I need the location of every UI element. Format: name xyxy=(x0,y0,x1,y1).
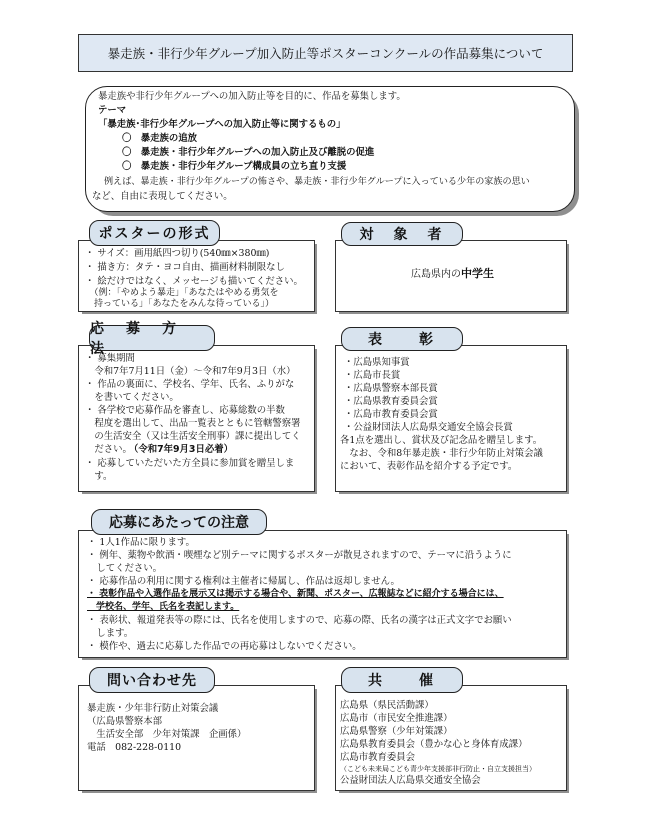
sponsor-line: 広島県警察（少年対策課） xyxy=(340,726,453,737)
theme-item: 〇 暴走族の追放 xyxy=(122,133,198,144)
method-line: の生活安全（又は生活安全刑事）課に提出してく xyxy=(85,431,301,442)
method-line: を書いてください。 xyxy=(85,392,179,403)
format-line: 持っている」「あなたをみんな待っている」） xyxy=(85,299,275,309)
format-line: （例：「やめよう暴走」「あなたはやめる勇気を xyxy=(85,288,279,298)
format-line: ・ 描き方：タテ・ヨコ自由、描画材料制限なし xyxy=(85,262,285,273)
page-title-text: 暴走族・非行少年グループ加入防止等ポスターコンクールの作品募集について xyxy=(107,46,544,61)
award-panel xyxy=(335,345,567,492)
format-heading-text: ポスターの形式 xyxy=(98,226,211,242)
contact-panel xyxy=(78,685,315,791)
sponsor-line: 広島市教育委員会 xyxy=(340,752,416,763)
award-line: なお、令和8年暴走族・非行少年防止対策会議 xyxy=(340,448,543,459)
method-line: ・ 募集期間 xyxy=(85,353,135,364)
award-line: において、表彰作品を紹介する予定です。 xyxy=(340,461,518,472)
intro-lead: 暴走族や非行少年グループへの加入防止等を目的に、作品を募集します。 xyxy=(98,91,406,102)
notes-heading-text: 応募にあたっての注意 xyxy=(109,515,249,531)
sponsor-heading-text: 共 催 xyxy=(368,673,436,689)
contact-line: 生活安全部 少年対策課 企画係） xyxy=(87,729,247,740)
award-heading-text: 表 彰 xyxy=(368,332,436,348)
method-deadline: （令和7年9月3日必着） xyxy=(129,444,233,455)
notes-bold-line: 学校名、学年、氏名を表記します。 xyxy=(87,602,240,612)
method-line: ・ 各学校で応募作品を審査し、応募総数の半数 xyxy=(85,405,285,416)
method-panel xyxy=(78,345,315,492)
contact-heading-text: 問い合わせ先 xyxy=(107,673,197,689)
award-line: ・広島市教育委員会賞 xyxy=(344,409,438,420)
sponsor-small-line: （こども未来局こども青少年支援部非行防止・自立支援担当） xyxy=(340,765,536,773)
method-line: ・ 作品の裏面に、学校名、学年、氏名、ふりがな xyxy=(85,379,295,390)
award-line: ・広島市長賞 xyxy=(344,370,401,381)
method-heading-text: 応 募 方 法 xyxy=(90,321,198,357)
notes-line: ・ 表彰状、報道発表等の際には、氏名を使用しますので、応募の際、氏名の漢字は正式文字でお願い xyxy=(87,615,512,626)
award-line: ・広島県知事賞 xyxy=(344,357,410,368)
format-heading xyxy=(89,220,220,246)
intro-example-line: など、自由に表現してください。 xyxy=(92,191,233,202)
theme-label: テーマ xyxy=(98,105,127,116)
award-line: ・広島県警察本部長賞 xyxy=(344,383,438,394)
sponsor-line: 広島市（市民安全推進課） xyxy=(340,713,453,724)
notes-line: します。 xyxy=(87,628,134,639)
method-heading xyxy=(89,321,215,357)
notes-line: ・ 1人1作品に限ります。 xyxy=(87,537,195,548)
method-line: す。 xyxy=(85,471,113,482)
notes-line: ・ 模作や、過去に応募した作品での再応募はしないでください。 xyxy=(87,641,362,652)
award-line: 各1点を選出し、賞状及び記念品を贈呈します。 xyxy=(340,435,543,446)
notes-line: ・ 応募作品の利用に関する権利は主催者に帰属し、作品は返却しません。 xyxy=(87,576,400,587)
format-panel xyxy=(78,240,315,312)
format-line: ・ サイズ：画用紙四つ切り(540㎜×380㎜) xyxy=(85,248,270,259)
method-line: ・ 応募していただいた方全員に参加賞を贈呈しま xyxy=(85,458,295,469)
sponsor-panel xyxy=(335,685,567,791)
target-heading-text: 対 象 者 xyxy=(359,227,445,243)
theme-main: 「暴走族･非行少年グループへの加入防止等に関するもの」 xyxy=(98,119,346,130)
contact-line: 暴走族・少年非行防止対策会議 xyxy=(87,703,219,714)
intro-example-line: 例えば、暴走族・非行少年グループの怖さや、暴走族・非行少年グループに入っている少年の家族の思い xyxy=(104,177,530,187)
sponsor-line: 公益財団法人広島県交通安全協会 xyxy=(340,775,481,786)
sponsor-heading xyxy=(341,667,463,693)
award-line: ・広島県教育委員会賞 xyxy=(344,396,438,407)
intro-box xyxy=(85,86,575,212)
award-heading xyxy=(341,327,463,351)
format-line: ・ 絵だけではなく、メッセージも描いてください。 xyxy=(85,276,303,287)
target-panel xyxy=(335,240,567,312)
method-line: 程度を選出して、出品一覧表とともに管轄警察署 xyxy=(85,418,301,429)
contact-heading xyxy=(89,667,215,693)
sponsor-line: 広島県教育委員会（豊かな心と身体育成課） xyxy=(340,739,528,750)
method-line: 令和7年7月11日（金）～令和7年9月3日（水） xyxy=(85,366,296,377)
contact-line: 電話 082-228-0110 xyxy=(87,742,182,753)
method-line: ださい。 xyxy=(85,444,132,455)
notes-heading xyxy=(91,509,267,535)
theme-item: 〇 暴走族・非行少年グループへの加入防止及び離脱の促進 xyxy=(122,147,375,158)
notes-line: してください。 xyxy=(87,563,163,574)
page-title xyxy=(78,34,573,72)
theme-item: 〇 暴走族・非行少年グループ構成員の立ち直り支援 xyxy=(122,161,347,172)
contact-line: （広島県警察本部 xyxy=(87,716,163,727)
target-value: 中学生 xyxy=(461,267,494,280)
award-line: ・公益財団法人広島県交通安全協会長賞 xyxy=(344,422,513,433)
sponsor-line: 広島県（県民活動課） xyxy=(340,700,434,711)
target-text xyxy=(411,267,494,281)
notes-bold-line: ・ 表彰作品や入選作品を展示又は掲示する場合や、新聞、ポスター、広報誌などに紹介する場合には、 xyxy=(87,589,504,599)
notes-line: ・ 例年、薬物や飲酒・喫煙など別テーマに関するポスターが散見されますので、テーマに沿うように xyxy=(87,550,512,561)
target-heading xyxy=(341,222,463,246)
notes-panel xyxy=(78,530,567,658)
target-prefix: 広島県内の xyxy=(411,269,461,280)
